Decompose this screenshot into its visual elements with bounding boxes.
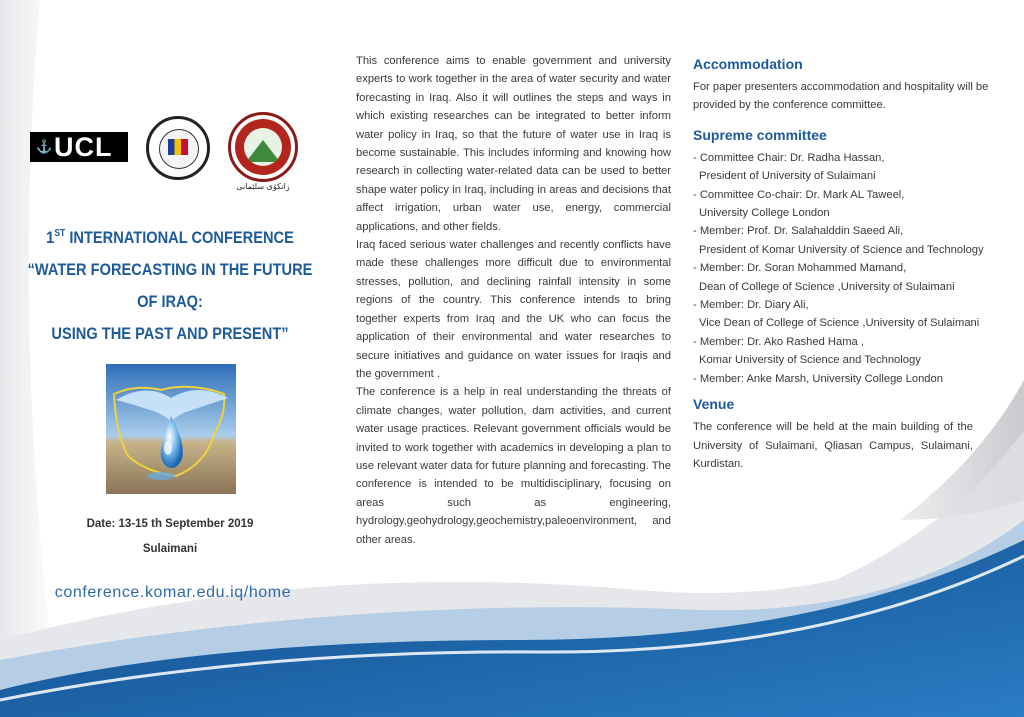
about-column (356, 52, 671, 549)
komar-university-seal (146, 116, 210, 180)
committee-member (693, 333, 1023, 370)
committee-member (693, 296, 1023, 333)
title-line-1: INTERNATIONAL CONFERENCE (65, 228, 294, 247)
accommodation-heading: Accommodation (693, 56, 803, 72)
venue-text: The conference will be held at the main building of the University of Sulaimani, Qliasan Campus, Sulaimani, Kurdistan. (693, 421, 973, 470)
member-role: - Committee Chair: Dr. Radha Hassan, (693, 151, 885, 164)
member-affiliation: Dean of College of Science ,University of Sulaimani (699, 280, 955, 293)
member-role: - Member: Dr. Soran Mohammed Mamand, (693, 262, 907, 275)
left-column (0, 0, 340, 717)
committee-member (693, 370, 1023, 388)
title-line-3: USING THE PAST AND PRESENT” (51, 324, 289, 343)
member-affiliation: President of University of Sulaimani (699, 170, 876, 183)
committee-list (693, 149, 1023, 388)
conference-website-link[interactable]: conference.komar.edu.iq/home (54, 584, 292, 601)
member-affiliation: Komar University of Science and Technology (699, 354, 921, 367)
about-paragraph: Iraq faced serious water challenges and recently conflicts have made these challenges more difficult due to environmental stresses, pollution, and declining rainfall intensity in some regions of the country. This conference intends to bring together experts from Iraq and the UK who can focus the application of their environmental and water researches to secure initiatives and guidance on water issues for Iraqis and the government . (356, 239, 671, 380)
water-drop-image (106, 364, 236, 494)
ucl-logo (30, 132, 128, 162)
ucl-logo-text: UCL (54, 132, 113, 162)
sulaimani-caption: زانکۆی سلێمانی (236, 182, 290, 191)
about-paragraph: This conference aims to enable government and university experts to work together in the area of water security and water forecasting in Iraq. Also it will outlines the steps and ways in which existing researches can be integrated to better inform water policy in Iraq, so that the future of water use in Iraq is become sustainable. This includes informing and knowing how research in collecting water-related data can be used to better shape water policy in Iraq, including in areas and decisions that affect irrigation, urban water use, energy, commercial applications, and other fields. (356, 55, 671, 233)
member-affiliation: University College London (699, 207, 830, 220)
committee-member (693, 259, 1023, 296)
info-column (693, 54, 1023, 473)
committee-member (693, 222, 1023, 259)
conference-city: Sulaimani (142, 543, 198, 555)
portico-icon: ⚓ (36, 139, 53, 154)
conference-date: Date: 13-15 th September 2019 (86, 518, 254, 530)
member-role: - Member: Dr. Diary Ali, (693, 299, 809, 312)
member-role: - Member: Dr. Ako Rashed Hama , (693, 335, 864, 348)
conference-title (24, 218, 316, 350)
accommodation-text: For paper presenters accommodation and hospitality will be provided by the conference committee. (693, 81, 989, 112)
committee-member (693, 149, 1023, 186)
member-affiliation: President of Komar University of Science and Technology (699, 243, 984, 256)
logo-strip (30, 112, 310, 192)
sulaimani-university-seal (228, 112, 298, 182)
member-role: - Member: Prof. Dr. Salahalddin Saeed Ali, (693, 225, 904, 238)
title-ordinal: 1 (46, 228, 55, 247)
about-paragraph: The conference is a help in real understanding the threats of climate changes, water pollution, dam activities, and current water usage practices. Relevant government officials would be invited to work together with academics in developing a plan to use relevant water data for future planning and forecasting. The conference is intended to be multidisciplinary, focusing on areas such as engineering, hydrology,geohydrology,geochemistry,paleoenvironment, and other areas. (356, 386, 671, 546)
title-line-2: “WATER FORECASTING IN THE FUTURE OF IRAQ: (27, 260, 313, 311)
venue-heading: Venue (693, 396, 735, 413)
title-ordinal-suffix: ST (54, 228, 66, 239)
mountain-icon (246, 140, 280, 162)
flag-emblem (168, 139, 188, 155)
committee-heading: Supreme committee (693, 126, 827, 143)
member-role: - Member: Anke Marsh, University College London (693, 372, 943, 385)
member-affiliation: Vice Dean of College of Science ,University of Sulaimani (699, 317, 980, 330)
member-role: - Committee Co-chair: Dr. Mark AL Taweel, (693, 188, 905, 201)
committee-member (693, 186, 1023, 223)
